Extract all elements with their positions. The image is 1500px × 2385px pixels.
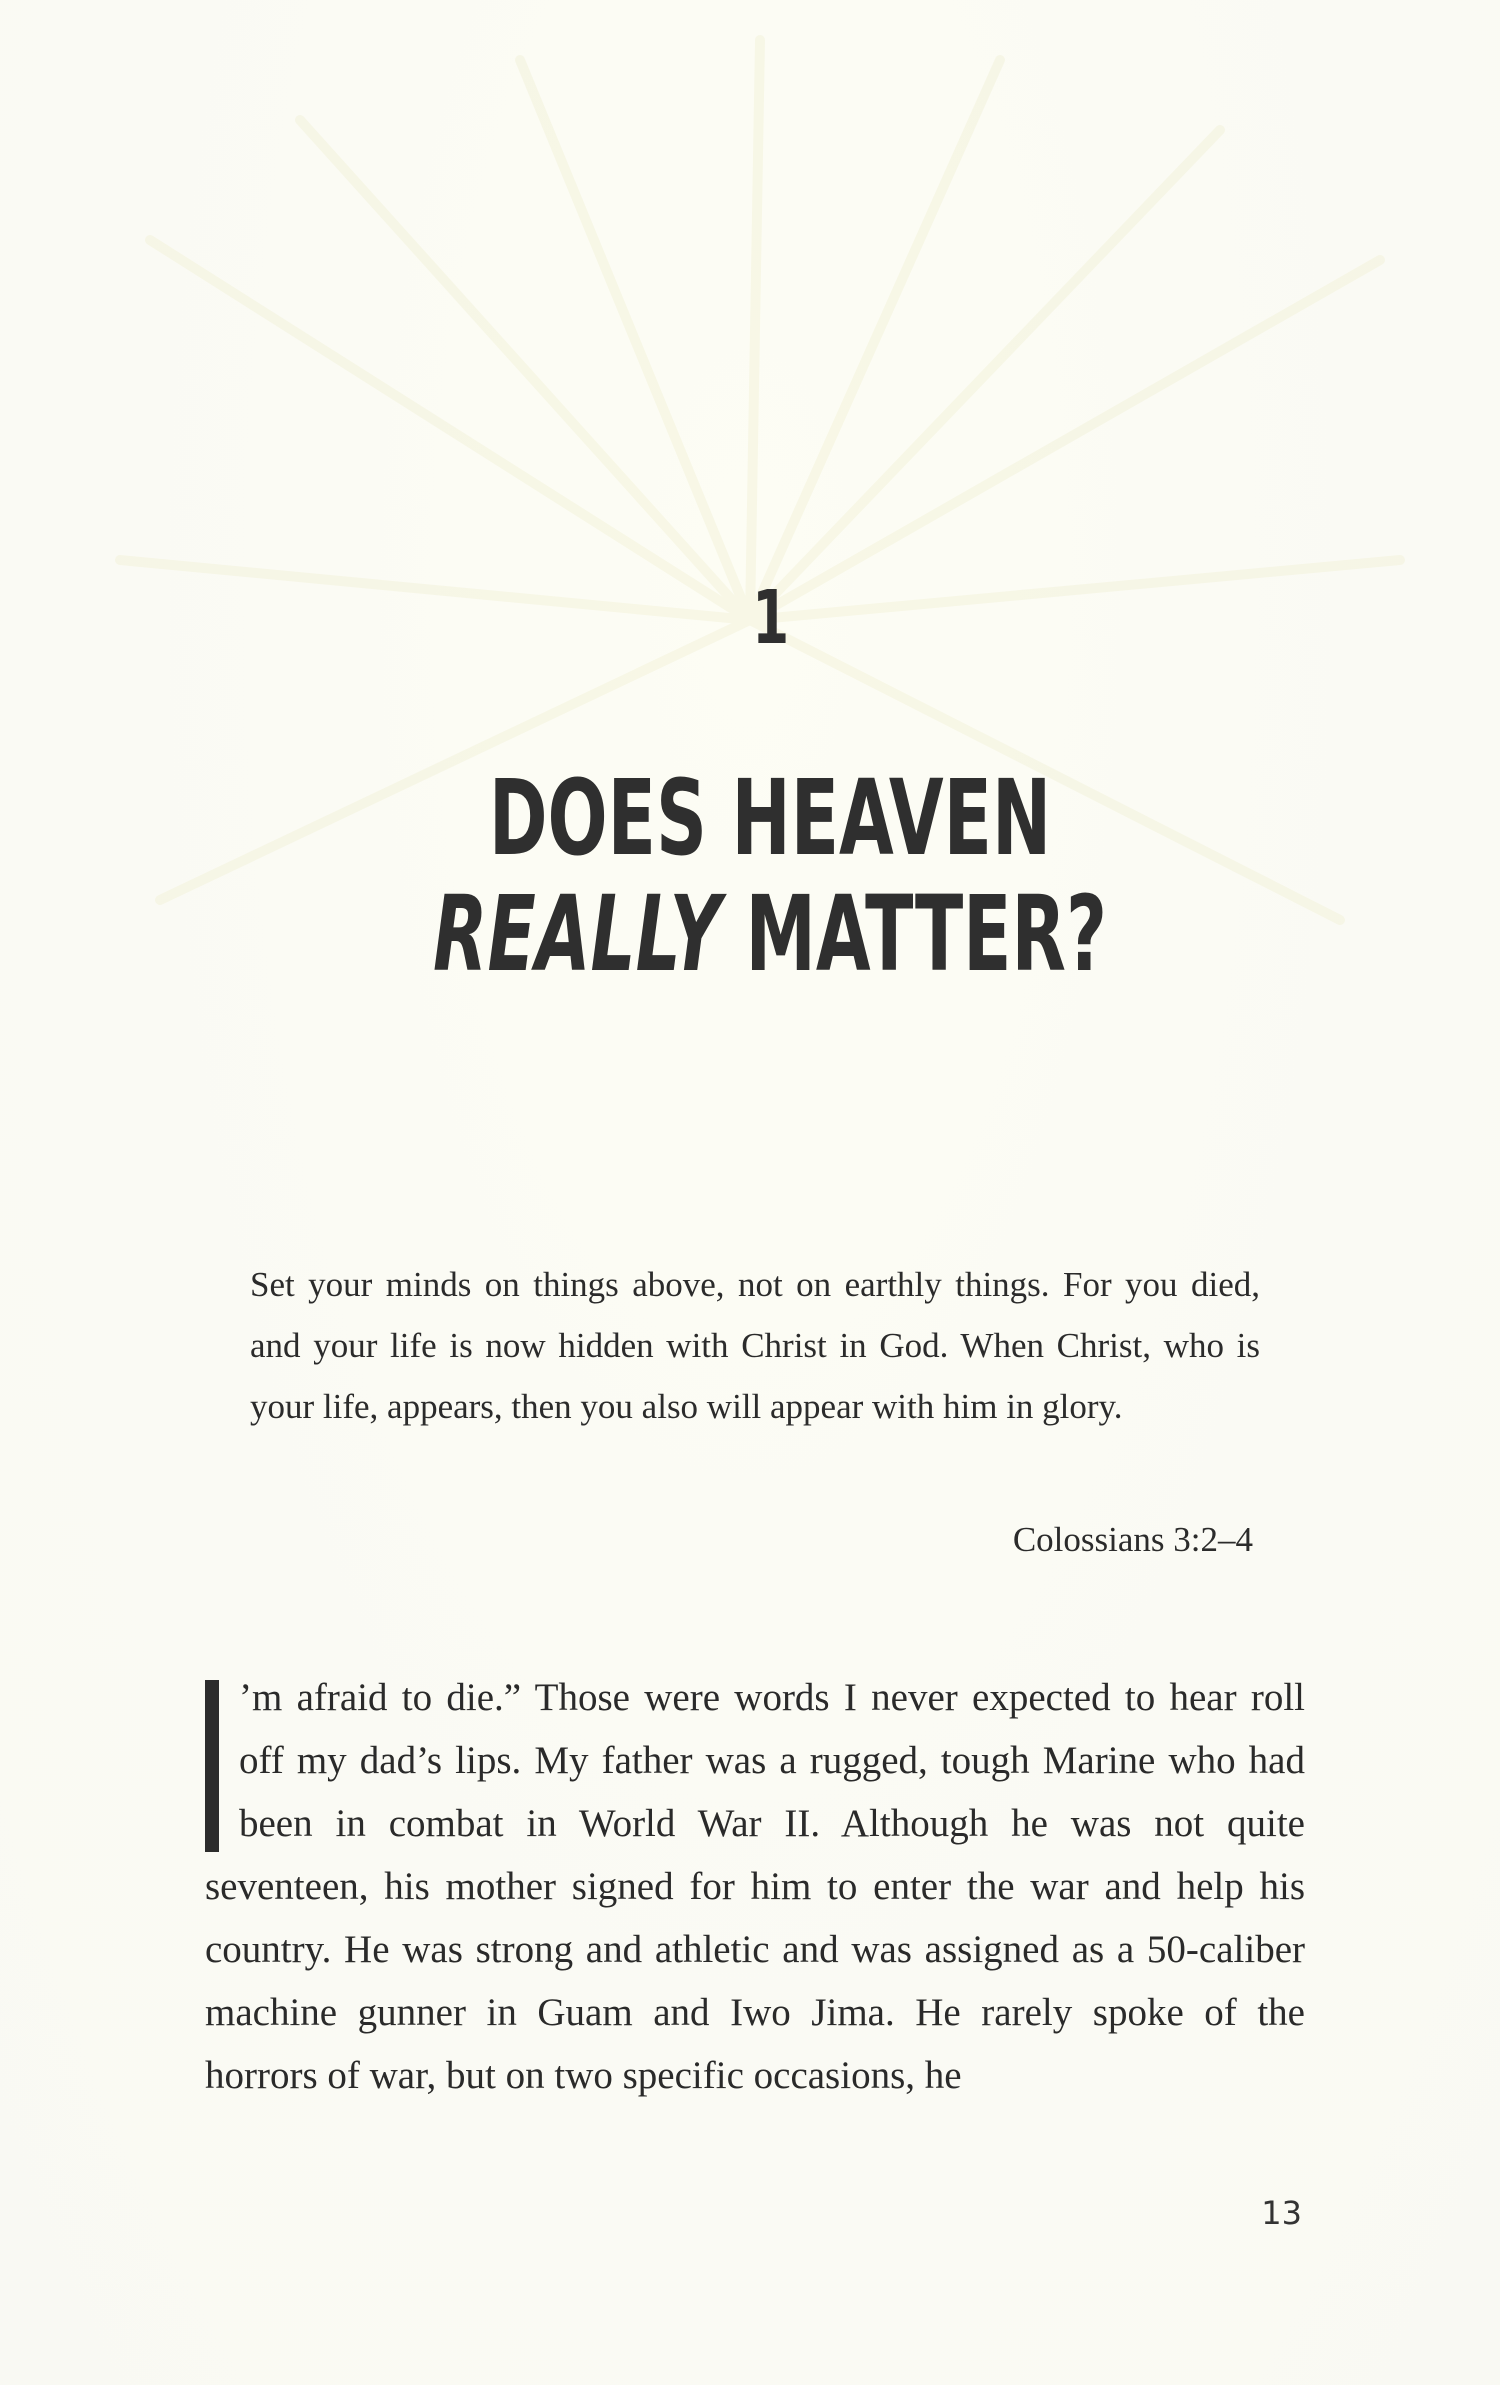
chapter-number: 1 [752,575,788,661]
body-paragraph [205,1666,1305,2107]
epigraph-quote: Set your minds on things above, not on earthly things. For you died, and your life is now hidden with Christ in God. When Christ, who is your life, appears, then you also will appear with him in glory. [250,1265,1260,1426]
drop-cap [205,1680,219,1852]
chapter-title-line-1: DOES HEAVEN [488,757,1052,879]
epigraph-source: Colossians 3:2–4 [1012,1520,1253,1559]
body-text: ’m afraid to die.” Those were words I never expected to hear roll off my dad’s lips. My father was a rugged, tough Marine who had been in combat in World War II. Although he was not quite seventeen, his mother signed for him to enter the war and help his country. He was strong and athletic and was assigned as a 50-caliber machine gunner in Guam and Iwo Jima. He rarely spoke of the horrors of war, but on two specific occasions, he [205,1676,1305,2097]
page-number: 13 [1261,2194,1302,2232]
chapter-title-line-2 [246,873,1293,995]
chapter-title-rest: MATTER? [720,873,1107,995]
chapter-title [246,757,1293,995]
chapter-title-emphasis: REALLY [433,873,721,995]
